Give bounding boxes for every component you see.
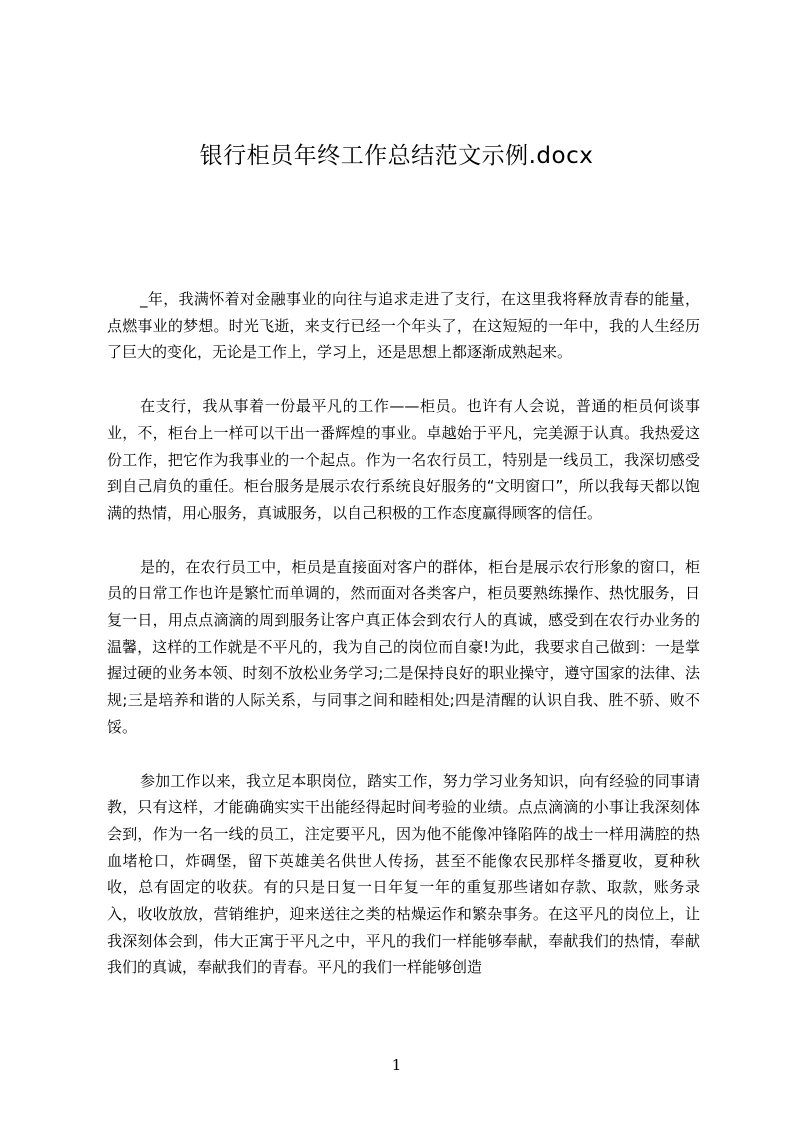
paragraph-2: 在支行，我从事着一份最平凡的工作——柜员。也许有人会说，普通的柜员何谈事业，不，柜台上一样可以干出一番辉煌的事业。卓越始于平凡，完美源于认真。我热爱这份工作，把它作为我事业的一个起点。作为一名农行员工，特别是一线员工，我深切感受到自己肩负的重任。柜台服务是展示农行系统良好服务的“文明窗口”，所以我每天都以饱满的热情，用心服务，真诚服务，以自己积极的工作态度赢得顾客的信任。 <box>107 397 700 522</box>
page-number: 1 <box>391 1056 402 1074</box>
paragraph-4: 参加工作以来，我立足本职岗位，踏实工作，努力学习业务知识，向有经验的同事请教，只有这样，才能确确实实干出能经得起时间考验的业绩。点点滴滴的小事让我深刻体会到，作为一名一线的员工，注定要平凡，因为他不能像冲锋陷阵的战士一样用满腔的热血堵枪口，炸碉堡，留下英雄美名供世人传扬，甚至不能像农民那样冬播夏收，夏种秋收，总有固定的收获。有的只是日复一日年复一年的重复那些诸如存款、取款，账务录入，收收放放，营销维护，迎来送往之类的枯燥运作和繁杂事务。在这平凡的岗位上，让我深刻体会到，伟大正寓于平凡之中，平凡的我们一样能够奉献，奉献我们的热情，奉献我们的真诚，奉献我们的青春。平凡的我们一样能够创造 <box>107 771 700 977</box>
paragraph-1: _年，我满怀着对金融事业的向往与追求走进了支行，在这里我将释放青春的能量，点燃事业的梦想。时光飞逝，来支行已经一个年头了，在这短短的一年中，我的人生经历了巨大的变化，无论是工作上，学习上，还是思想上都逐渐成熟起来。 <box>107 290 700 362</box>
paragraph-3: 是的，在农行员工中，柜员是直接面对客户的群体，柜台是展示农行形象的窗口，柜员的日常工作也许是繁忙而单调的，然而面对各类客户，柜员要熟练操作、热忱服务，日复一日，用点点滴滴的周到服务让客户真正体会到农行人的真诚，感受到在农行办业务的温馨，这样的工作就是不平凡的，我为自己的岗位而自豪!为此，我要求自己做到：一是掌握过硬的业务本领、时刻不放松业务学习;二是保持良好的职业操守，遵守国家的法律、法规;三是培养和谐的人际关系，与同事之间和睦相处;四是清醒的认识自我、胜不骄、败不馁。 <box>107 557 700 736</box>
document-body <box>107 286 700 1008</box>
document-title: 银行柜员年终工作总结范文示例.docx <box>199 143 594 169</box>
